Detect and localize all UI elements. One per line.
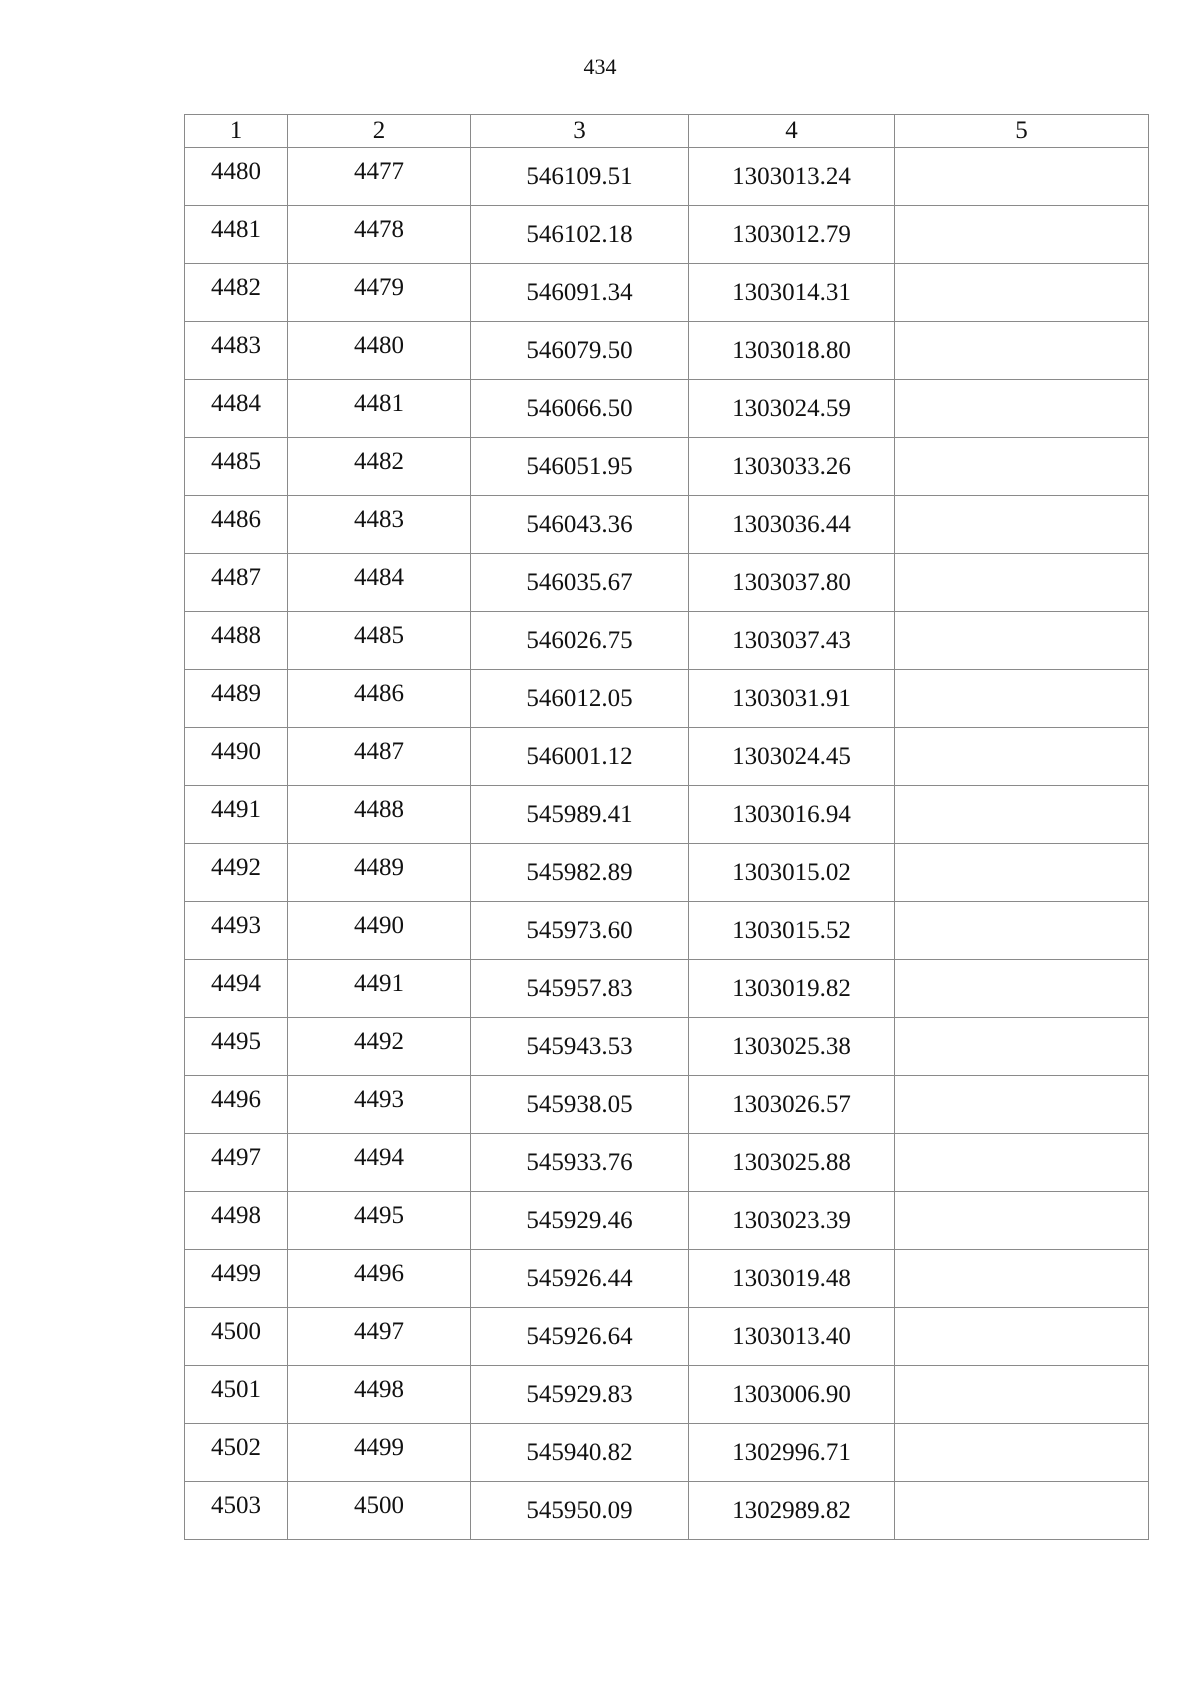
table-row — [185, 1424, 1149, 1482]
table-cell-col-3: 546109.51 — [471, 148, 689, 206]
table-cell-col-5 — [895, 844, 1149, 902]
table-cell-col-4: 1303006.90 — [689, 1366, 895, 1424]
table-cell-col-5 — [895, 264, 1149, 322]
table-cell-col-5 — [895, 1134, 1149, 1192]
table-cell-col-1: 4502 — [185, 1424, 288, 1482]
table-row — [185, 786, 1149, 844]
table-cell-col-3: 545957.83 — [471, 960, 689, 1018]
table-cell-col-1: 4486 — [185, 496, 288, 554]
table-cell-col-1: 4488 — [185, 612, 288, 670]
table-cell-col-1: 4501 — [185, 1366, 288, 1424]
table-cell-col-3: 546079.50 — [471, 322, 689, 380]
table-cell-col-3: 545940.82 — [471, 1424, 689, 1482]
table-cell-col-3: 545950.09 — [471, 1482, 689, 1540]
table-cell-col-3: 545926.64 — [471, 1308, 689, 1366]
table-cell-col-1: 4483 — [185, 322, 288, 380]
table-cell-col-1: 4490 — [185, 728, 288, 786]
table-row — [185, 670, 1149, 728]
table-cell-col-3: 546035.67 — [471, 554, 689, 612]
table-cell-col-5 — [895, 1424, 1149, 1482]
table-cell-col-5 — [895, 1250, 1149, 1308]
table-cell-col-3: 545929.83 — [471, 1366, 689, 1424]
table-cell-col-3: 545943.53 — [471, 1018, 689, 1076]
table-row — [185, 612, 1149, 670]
table-cell-col-2: 4492 — [288, 1018, 471, 1076]
table-cell-col-4: 1302989.82 — [689, 1482, 895, 1540]
table-cell-col-1: 4500 — [185, 1308, 288, 1366]
table-row — [185, 1076, 1149, 1134]
table-cell-col-3: 546066.50 — [471, 380, 689, 438]
table-cell-col-4: 1303024.59 — [689, 380, 895, 438]
table-cell-col-4: 1303019.82 — [689, 960, 895, 1018]
table-cell-col-5 — [895, 612, 1149, 670]
table-cell-col-4: 1303013.24 — [689, 148, 895, 206]
table-row — [185, 554, 1149, 612]
table-cell-col-5 — [895, 960, 1149, 1018]
table-cell-col-4: 1303019.48 — [689, 1250, 895, 1308]
table-cell-col-3: 546051.95 — [471, 438, 689, 496]
table-cell-col-4: 1303018.80 — [689, 322, 895, 380]
table-cell-col-1: 4482 — [185, 264, 288, 322]
table-cell-col-5 — [895, 1192, 1149, 1250]
table-cell-col-2: 4478 — [288, 206, 471, 264]
page-number: 434 — [583, 54, 617, 79]
table-cell-col-1: 4491 — [185, 786, 288, 844]
table-cell-col-4: 1303013.40 — [689, 1308, 895, 1366]
table-cell-col-3: 545938.05 — [471, 1076, 689, 1134]
table-cell-col-4: 1303012.79 — [689, 206, 895, 264]
table-cell-col-4: 1303026.57 — [689, 1076, 895, 1134]
column-header-2: 2 — [288, 115, 471, 148]
table-cell-col-1: 4487 — [185, 554, 288, 612]
table-cell-col-2: 4484 — [288, 554, 471, 612]
table-cell-col-2: 4477 — [288, 148, 471, 206]
table-cell-col-2: 4495 — [288, 1192, 471, 1250]
table-row — [185, 1308, 1149, 1366]
table-cell-col-3: 546102.18 — [471, 206, 689, 264]
table-row — [185, 1482, 1149, 1540]
table-cell-col-2: 4489 — [288, 844, 471, 902]
table-cell-col-4: 1303025.88 — [689, 1134, 895, 1192]
table-cell-col-2: 4488 — [288, 786, 471, 844]
table-cell-col-3: 546043.36 — [471, 496, 689, 554]
table-cell-col-4: 1302996.71 — [689, 1424, 895, 1482]
table-row — [185, 902, 1149, 960]
table-cell-col-2: 4479 — [288, 264, 471, 322]
table-cell-col-1: 4493 — [185, 902, 288, 960]
table-cell-col-4: 1303025.38 — [689, 1018, 895, 1076]
table-cell-col-5 — [895, 728, 1149, 786]
table-cell-col-2: 4500 — [288, 1482, 471, 1540]
table-cell-col-4: 1303024.45 — [689, 728, 895, 786]
table-cell-col-3: 545929.46 — [471, 1192, 689, 1250]
table-cell-col-5 — [895, 206, 1149, 264]
coordinates-table — [184, 114, 1149, 1540]
table-cell-col-4: 1303033.26 — [689, 438, 895, 496]
table-cell-col-3: 546001.12 — [471, 728, 689, 786]
table-body — [185, 148, 1149, 1540]
table-cell-col-5 — [895, 148, 1149, 206]
table-cell-col-4: 1303015.02 — [689, 844, 895, 902]
column-header-4: 4 — [689, 115, 895, 148]
table-cell-col-5 — [895, 496, 1149, 554]
table-cell-col-4: 1303016.94 — [689, 786, 895, 844]
table-cell-col-2: 4493 — [288, 1076, 471, 1134]
column-header-5: 5 — [895, 115, 1149, 148]
table-cell-col-5 — [895, 322, 1149, 380]
table-row — [185, 380, 1149, 438]
table-cell-col-4: 1303036.44 — [689, 496, 895, 554]
table-cell-col-3: 545933.76 — [471, 1134, 689, 1192]
header-row — [185, 115, 1149, 148]
table-row — [185, 844, 1149, 902]
table-cell-col-2: 4480 — [288, 322, 471, 380]
table-cell-col-5 — [895, 554, 1149, 612]
table-cell-col-1: 4492 — [185, 844, 288, 902]
table-cell-col-1: 4485 — [185, 438, 288, 496]
table-cell-col-1: 4494 — [185, 960, 288, 1018]
table-header — [185, 115, 1149, 148]
table-cell-col-1: 4489 — [185, 670, 288, 728]
table-cell-col-5 — [895, 1366, 1149, 1424]
table-cell-col-2: 4486 — [288, 670, 471, 728]
table-cell-col-2: 4498 — [288, 1366, 471, 1424]
table-cell-col-5 — [895, 1482, 1149, 1540]
table-cell-col-2: 4482 — [288, 438, 471, 496]
table-cell-col-1: 4503 — [185, 1482, 288, 1540]
table-row — [185, 1018, 1149, 1076]
table-cell-col-2: 4490 — [288, 902, 471, 960]
table-cell-col-2: 4497 — [288, 1308, 471, 1366]
table-cell-col-1: 4484 — [185, 380, 288, 438]
table-cell-col-1: 4480 — [185, 148, 288, 206]
table-cell-col-5 — [895, 380, 1149, 438]
table-row — [185, 264, 1149, 322]
table-cell-col-5 — [895, 670, 1149, 728]
table-row — [185, 1134, 1149, 1192]
table-cell-col-3: 546091.34 — [471, 264, 689, 322]
table-cell-col-2: 4496 — [288, 1250, 471, 1308]
table-cell-col-2: 4494 — [288, 1134, 471, 1192]
table-cell-col-5 — [895, 1018, 1149, 1076]
column-header-3: 3 — [471, 115, 689, 148]
table-cell-col-3: 545973.60 — [471, 902, 689, 960]
table-cell-col-2: 4483 — [288, 496, 471, 554]
table-cell-col-3: 545982.89 — [471, 844, 689, 902]
table-row — [185, 206, 1149, 264]
table-cell-col-5 — [895, 786, 1149, 844]
table-row — [185, 438, 1149, 496]
table-cell-col-1: 4498 — [185, 1192, 288, 1250]
table-cell-col-2: 4499 — [288, 1424, 471, 1482]
table-cell-col-3: 545926.44 — [471, 1250, 689, 1308]
table-cell-col-1: 4497 — [185, 1134, 288, 1192]
table-cell-col-5 — [895, 902, 1149, 960]
table-cell-col-2: 4485 — [288, 612, 471, 670]
table-row — [185, 322, 1149, 380]
table-cell-col-1: 4496 — [185, 1076, 288, 1134]
table-cell-col-1: 4499 — [185, 1250, 288, 1308]
table-row — [185, 496, 1149, 554]
table-cell-col-5 — [895, 1308, 1149, 1366]
table-row — [185, 1366, 1149, 1424]
table-cell-col-4: 1303015.52 — [689, 902, 895, 960]
column-header-1: 1 — [185, 115, 288, 148]
table-cell-col-1: 4495 — [185, 1018, 288, 1076]
table-cell-col-4: 1303031.91 — [689, 670, 895, 728]
table-cell-col-4: 1303037.43 — [689, 612, 895, 670]
table-row — [185, 148, 1149, 206]
table-row — [185, 728, 1149, 786]
table-cell-col-4: 1303014.31 — [689, 264, 895, 322]
table-cell-col-2: 4481 — [288, 380, 471, 438]
table-row — [185, 960, 1149, 1018]
table-cell-col-2: 4491 — [288, 960, 471, 1018]
table-cell-col-3: 546012.05 — [471, 670, 689, 728]
table-cell-col-4: 1303023.39 — [689, 1192, 895, 1250]
table-cell-col-3: 545989.41 — [471, 786, 689, 844]
table-row — [185, 1192, 1149, 1250]
table-cell-col-5 — [895, 438, 1149, 496]
table-row — [185, 1250, 1149, 1308]
table-cell-col-3: 546026.75 — [471, 612, 689, 670]
table-cell-col-5 — [895, 1076, 1149, 1134]
table-cell-col-2: 4487 — [288, 728, 471, 786]
table-cell-col-1: 4481 — [185, 206, 288, 264]
table-cell-col-4: 1303037.80 — [689, 554, 895, 612]
